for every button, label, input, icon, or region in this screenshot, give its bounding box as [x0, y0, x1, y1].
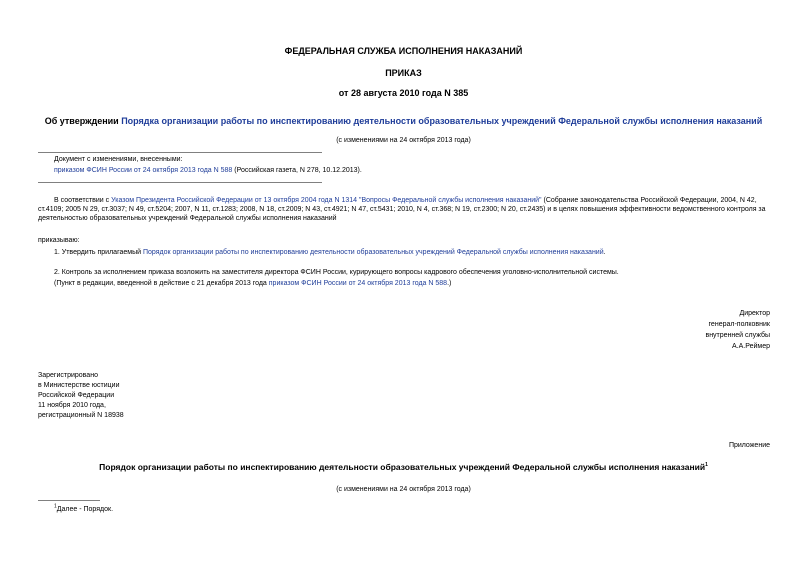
title-prefix: Об утверждении	[44, 116, 122, 126]
changes-line	[54, 166, 362, 175]
changes-link[interactable]: приказом ФСИН России от 24 октября 2013 года N 588	[54, 167, 233, 174]
changes-top-divider	[38, 152, 322, 153]
preamble-part1: В соответствии с	[54, 197, 112, 204]
changes-label: Документ с изменениями, внесенными:	[54, 156, 183, 163]
registration-line-3: Российской Федерации	[38, 392, 115, 399]
agency-heading: ФЕДЕРАЛЬНАЯ СЛУЖБА ИСПОЛНЕНИЯ НАКАЗАНИЙ	[284, 46, 523, 56]
doc-type-heading: ПРИКАЗ	[385, 68, 422, 78]
appendix-label: Приложение	[728, 442, 770, 449]
document-title	[0, 116, 807, 127]
footnote-divider	[38, 500, 100, 501]
registration-line-2: в Министерстве юстиции	[38, 382, 120, 389]
signature-service: внутренней службы	[705, 332, 770, 339]
registration-line-4: 11 ноября 2010 года,	[38, 402, 106, 409]
signature-name: А.А.Реймер	[732, 343, 770, 350]
item2-note-prefix: (Пункт в редакции, введенной в действие с 21 декабря 2013 года	[54, 280, 269, 287]
signature-rank: генерал-полковник	[708, 321, 770, 328]
appendix-title-text: Порядок организации работы по инспектированию деятельности образовательных учреждений Федеральной службы исполнения наказаний	[99, 462, 706, 472]
signature-position: Директор	[739, 310, 770, 317]
order-word: приказываю:	[38, 237, 80, 244]
item2-note-suffix: .)	[447, 280, 452, 287]
registration-line-1: Зарегистрировано	[38, 372, 98, 379]
preamble-link[interactable]: Указом Президента Российской Федерации от 13 октября 2004 года N 1314 "Вопросы Федеральной службы исполнения наказаний"	[111, 197, 542, 204]
amendment-note: (с изменениями на 24 октября 2013 года)	[336, 137, 471, 144]
item1-link[interactable]: Порядок организации работы по инспектированию деятельности образовательных учреждений Федеральной службы исполнения наказаний	[142, 249, 604, 256]
footnote-mark: 1	[54, 503, 57, 510]
item-1	[38, 248, 773, 257]
footnote-text: Далее - Порядок.	[56, 506, 114, 513]
title-link[interactable]: Порядка организации работы по инспектированию деятельности образовательных учреждений Федеральной службы исполнения наказаний	[121, 116, 763, 126]
appendix-amendment-note: (с изменениями на 24 октября 2013 года)	[336, 486, 471, 493]
appendix-title	[0, 462, 807, 473]
preamble-paragraph	[38, 196, 773, 223]
item1-suffix: .	[603, 249, 606, 256]
registration-line-5: регистрационный N 18938	[38, 412, 124, 419]
item-2: 2. Контроль за исполнением приказа возложить на заместителя директора ФСИН России, курирующего вопросы кадрового обеспечения уголовно-исполнительной системы.	[54, 269, 619, 276]
footnote	[54, 505, 113, 514]
date-number-heading: от 28 августа 2010 года N 385	[338, 88, 469, 98]
item-2-note	[38, 279, 773, 288]
changes-bottom-divider	[38, 182, 322, 183]
appendix-footnote-mark: 1	[705, 462, 708, 469]
changes-suffix: (Российская газета, N 278, 10.12.2013).	[232, 167, 362, 174]
item2-note-link[interactable]: приказом ФСИН России от 24 октября 2013 года N 588	[268, 280, 448, 287]
item1-prefix: 1. Утвердить прилагаемый	[54, 249, 143, 256]
preamble-part2: (Собрание законодательства Российской Федерации, 2004, N 42, ст.4109; 2005 N 29, ст.3037; N 49, ст.5204; 2007, N 11, ст.1283; 2008, N 18, ст.2009; N 43, ст.4921; N 47, ст.5431; 2010, N 4, ст.368; N 19, ст.2300; N 20, ст.2435) и в целях повышения эффективности ведомственного контроля за деятельностью образовательных учреждений Федеральной службы исполнения наказаний	[38, 197, 766, 222]
